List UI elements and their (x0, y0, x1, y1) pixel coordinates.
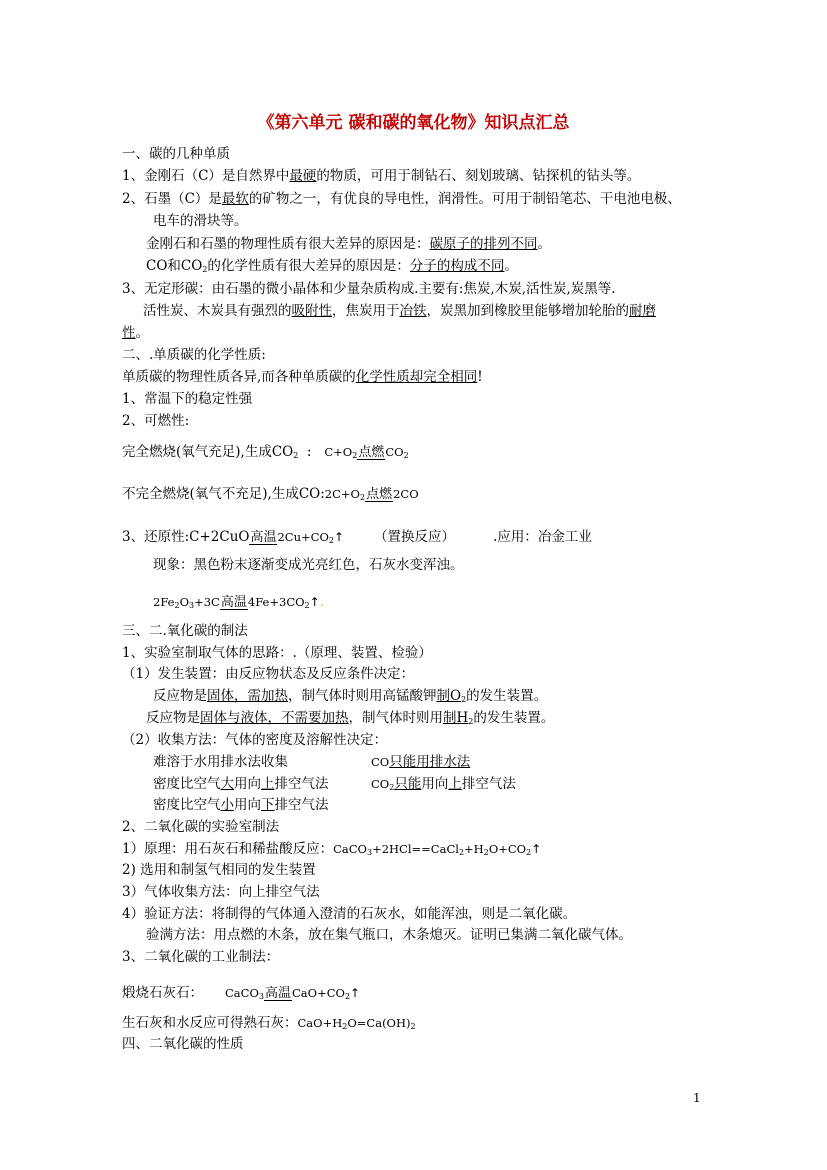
underlined-text: 下 (261, 797, 275, 813)
paragraph-stability: 1、常温下的稳定性强 (122, 391, 253, 407)
paragraph-principle (122, 841, 541, 861)
underlined-text: 最软 (221, 191, 249, 207)
equation-reduction (122, 529, 592, 549)
text: ，制气体时则用 (348, 710, 443, 726)
text: 。 (135, 325, 149, 341)
paragraph-insoluble (153, 754, 288, 770)
paragraph-lighter (153, 797, 329, 813)
paragraph-slaked-lime (122, 1015, 416, 1035)
subscript: 2 (403, 451, 409, 460)
subscript: 2 (174, 601, 180, 610)
formula: +H (464, 842, 484, 856)
equation-incomplete-combustion (122, 486, 419, 506)
text: ! (477, 369, 483, 385)
paragraph-diamond (122, 168, 640, 184)
underlined-text: 化学性质却完全相同 (355, 369, 478, 385)
subscript: 2 (304, 601, 310, 610)
paragraph-graphite (122, 191, 681, 207)
paragraph-graphite-cont: 电车的滑块等。 (153, 213, 248, 229)
subscript: 3 (189, 601, 195, 610)
text: 密度比空气 (153, 776, 221, 792)
text: 单质碳的物理性质各异,而各种单质碳的 (122, 369, 356, 385)
document-title: 《第六单元 碳和碳的氧化物》知识点汇总 (257, 113, 570, 133)
text: : (298, 444, 325, 460)
text: 排空气法 (274, 797, 329, 813)
text: 2、石墨（C）是 (122, 191, 222, 207)
underlined-text: 固体与液体，不需要加热 (200, 710, 349, 726)
formula: 4Fe+3CO (247, 595, 305, 609)
paragraph-combustible: 2、可燃性: (122, 413, 190, 429)
subscript: 2 (359, 493, 366, 502)
paragraph-solid-heat (153, 688, 547, 708)
paragraph-apparatus: 2) 选用和制氢气相同的发生装置 (122, 862, 316, 878)
underlined-text: 只能 (394, 776, 422, 792)
equation-calcination (122, 985, 360, 1005)
formula: O+CO (488, 842, 527, 856)
text: 的矿物之一，有优良的导电性，润滑性。可用于制铅笔芯、干电池电极、 (248, 191, 681, 207)
underlined-text: 上 (448, 776, 462, 792)
underlined-text: 制$O_2$ (436, 688, 467, 704)
formula: CaO+H (297, 1016, 343, 1030)
text: 活性炭、木炭具有强烈的 (143, 303, 292, 319)
subscript: 2 (458, 848, 465, 857)
formula: +3C (194, 595, 220, 609)
underlined-text: 最硬 (289, 168, 317, 184)
paragraph-denser (153, 776, 329, 792)
formula: 2C+O (324, 487, 360, 501)
text: 完全燃烧(氧气充足),生成CO (122, 444, 294, 460)
reaction-condition (220, 596, 248, 613)
section-heading-3: 三、二.氧化碳的制法 (122, 623, 248, 639)
section-heading-4: 四、二氧化碳的性质 (122, 1036, 244, 1052)
underlined-text: 碳原子的排列不同 (429, 236, 538, 252)
subscript: 2 (344, 992, 351, 1001)
paragraph-collection: （2）收集方法：气体的密度及溶解性决定： (122, 732, 388, 748)
condition-label: 高温 (220, 595, 247, 610)
text: 煅烧石灰石： (122, 985, 203, 1001)
paragraph-difference-2 (146, 258, 518, 278)
text: 金刚石和石墨的物理性质有很大差异的原因是： (146, 236, 430, 252)
paragraph-collect-method: 3）气体收集方法：向上排空气法 (122, 884, 320, 900)
gas-arrow-icon: ↑ (309, 595, 320, 609)
formula: CaO+CO (292, 986, 345, 1000)
subscript: 2 (526, 848, 532, 857)
formula: CO (371, 755, 390, 769)
text: ，炭黑加到橡胶里能够增加轮胎的 (426, 303, 629, 319)
underlined-text: 性 (122, 325, 136, 341)
text: 用向 (234, 797, 261, 813)
text: 的化学性质有很大差异的原因是： (207, 258, 410, 274)
subscript: 2 (328, 536, 334, 545)
text: 。 (504, 258, 518, 274)
reaction-condition (365, 488, 393, 505)
underlined-text: 耐磨 (629, 303, 656, 319)
text: ，焦炭用于 (332, 303, 400, 319)
text: 密度比空气 (153, 797, 221, 813)
gas-arrow-icon: ↑ (333, 530, 345, 544)
gas-arrow-icon: ↑ (350, 986, 361, 1000)
text: 不完全燃烧(氧气不充足),生成CO: (122, 486, 325, 502)
subscript: 2 (293, 451, 299, 460)
text: 排空气法 (274, 776, 329, 792)
subscript: 2 (483, 848, 489, 857)
text: 的发生装置。 (473, 710, 555, 726)
paragraph-activated-carbon-cont (122, 325, 149, 341)
text: 排空气法 (461, 776, 516, 792)
paragraph-verify: 4）验证方法：将制得的气体通入澄清的石灰水，如能浑浊，则是二氧化碳。 (122, 906, 577, 922)
section-heading-1: 一、碳的几种单质 (122, 146, 230, 162)
subscript: 2 (389, 783, 395, 792)
formula: C+O (324, 445, 353, 459)
paragraph-solid-liquid (146, 710, 554, 730)
equation-complete-combustion (122, 444, 409, 464)
paragraph-industrial: 3、二氧化碳的工业制法： (122, 949, 280, 965)
formula: CaCO (333, 842, 367, 856)
reaction-condition (357, 446, 385, 463)
underlined-text: 上 (261, 776, 275, 792)
text: . (319, 594, 324, 610)
formula: CO (385, 445, 404, 459)
underlined-text: 分子的构成不同 (409, 258, 505, 274)
underlined-text: 小 (220, 797, 234, 813)
text: 的物质，可用于制钻石、刻划玻璃、钻探机的钻头等。 (316, 168, 641, 184)
text: 的发生装置。 (466, 688, 548, 704)
subscript: 2 (342, 1022, 348, 1031)
paragraph-full-check: 验满方法：用点燃的木条，放在集气瓶口，木条熄灭。证明已集满二氧化碳气体。 (146, 927, 632, 943)
formula: 2Cu+CO (277, 530, 329, 544)
reaction-condition (249, 531, 277, 548)
text: 生石灰和水反应可得熟石灰： (122, 1015, 298, 1031)
paragraph-lab-idea: 1、实验室制取气体的思路：.（原理、装置、检验） (122, 645, 432, 661)
text: 反应物是 (153, 688, 207, 704)
condition-label: 高温 (264, 986, 291, 1001)
text: 。 (537, 236, 551, 252)
formula: CO (371, 777, 390, 791)
text: .应用：冶金工业 (493, 529, 592, 545)
formula: +2HCl==CaCl (372, 842, 459, 856)
equation-iron-oxide (153, 594, 324, 614)
formula: CaCO (225, 986, 259, 1000)
subscript: 3 (366, 848, 373, 857)
paragraph-difference-1 (146, 236, 551, 252)
underlined-text: 只能用排水法 (389, 754, 471, 770)
paragraph-amorphous: 3、无定形碳：由石墨的微小晶体和少量杂质构成.主要有:焦炭,木炭,活性炭,炭黑等. (122, 281, 616, 297)
text: 1）原理：用石灰石和稀盐酸反应： (122, 841, 334, 857)
text: （置换反应） (374, 529, 456, 545)
condition-label: 点燃 (366, 487, 393, 502)
text: 1、金刚石（C）是自然界中 (122, 168, 290, 184)
paragraph-co2-lab: 2、二氧化碳的实验室制法 (122, 819, 280, 835)
paragraph-activated-carbon (143, 303, 656, 319)
paragraph-co-water (371, 754, 470, 770)
formula: O (179, 595, 190, 609)
formula: 2CO (393, 487, 419, 501)
text: ，制气体时则用高锰酸钾 (288, 688, 437, 704)
text: 难溶于水用排水法收集 (153, 754, 288, 770)
gas-arrow-icon: ↑ (531, 842, 542, 856)
underlined-text: 制$H_2$ (443, 710, 474, 726)
formula: O=Ca(OH) (347, 1016, 411, 1030)
subscript: 3 (258, 992, 264, 1001)
underlined-text: 固体，需加热 (207, 688, 288, 704)
underlined-text: 吸附性 (291, 303, 332, 319)
condition-label: 点燃 (358, 445, 385, 460)
text: 用向 (234, 776, 261, 792)
text: 用向 (421, 776, 449, 792)
subscript: 2 (410, 1022, 416, 1031)
paragraph-phenomenon: 现象：黑色粉末逐渐变成光亮红色，石灰水变浑浊。 (153, 557, 464, 573)
underlined-text: 大 (220, 776, 234, 792)
paragraph-chemical (122, 369, 483, 385)
underlined-text: 冶铁 (399, 303, 427, 319)
text: 反应物是 (146, 710, 200, 726)
page-number: 1 (693, 1091, 701, 1105)
formula: 2Fe (153, 595, 175, 609)
paragraph-co2-air (371, 776, 516, 796)
condition-label: 高温 (250, 530, 277, 545)
reaction-condition (264, 987, 292, 1004)
section-heading-2: 二、.单质碳的化学性质: (122, 347, 266, 363)
text: CO和CO (146, 258, 203, 274)
subscript: 2 (202, 265, 208, 274)
paragraph-generator: （1）发生装置：由反应物状态及反应条件决定： (122, 666, 415, 682)
text: 3、还原性:C+2CuO (122, 529, 250, 545)
subscript: 2 (352, 451, 358, 460)
